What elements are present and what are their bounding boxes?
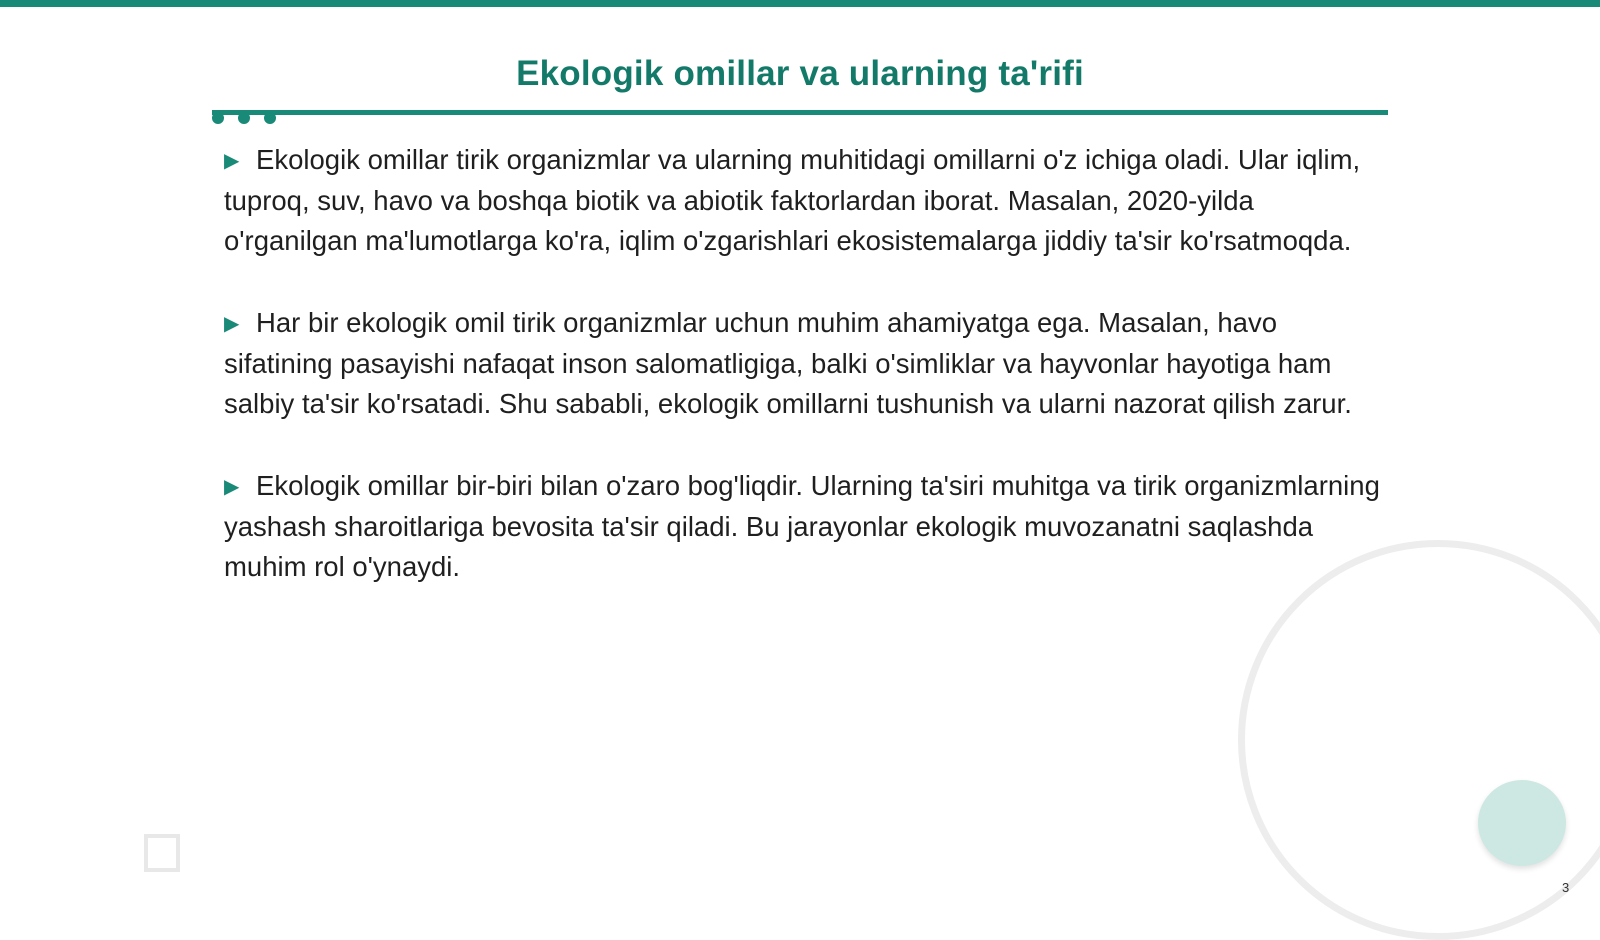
paragraph-text: Ekologik omillar tirik organizmlar va ularning muhitidagi omillarni o'z ichiga oladi. Ular iqlim, tuproq, suv, havo va boshqa biotik va abiotik faktorlardan iborat. Masalan, 2020-yilda o'rganilgan ma'lumotlarga ko'ra, iqlim o'zgarishlari ekosistemalarga jiddiy ta'sir ko'rsatmoqda. <box>224 144 1361 256</box>
title-underline <box>212 110 1388 115</box>
decorative-square <box>144 834 180 872</box>
bullet-list <box>224 140 1384 629</box>
dot-2 <box>238 112 250 124</box>
bullet-arrow-icon: ▶ <box>224 313 240 335</box>
bullet-arrow-icon: ▶ <box>224 476 240 498</box>
dot-3 <box>264 112 276 124</box>
decorative-ball <box>1478 780 1566 866</box>
paragraph-text: Har bir ekologik omil tirik organizmlar uchun muhim ahamiyatga ega. Masalan, havo sifatining pasayishi nafaqat inson salomatligiga, balki o'simliklar va hayvonlar hayotiga ham salbiy ta'sir ko'rsatadi. Shu sababli, ekologik omillarni tushunish va ularni nazorat qilish zarur. <box>224 307 1352 419</box>
bullet-paragraph-2 <box>224 303 1384 424</box>
page-number: 3 <box>1562 880 1570 895</box>
bullet-paragraph-1 <box>224 140 1384 261</box>
bullet-paragraph-3 <box>224 466 1384 587</box>
paragraph-text: Ekologik omillar bir-biri bilan o'zaro bog'liqdir. Ularning ta'siri muhitga va tirik organizmlarning yashash sharoitlariga bevosita ta'sir qiladi. Bu jarayonlar ekologik muvozanatni saqlashda muhim rol o'ynaydi. <box>224 470 1380 582</box>
top-accent-bar <box>0 0 1600 7</box>
dot-1 <box>212 112 224 124</box>
title-dots-decoration <box>212 112 282 126</box>
bullet-arrow-icon: ▶ <box>224 150 240 172</box>
slide-title: Ekologik omillar va ularning ta'rifi <box>516 54 1084 93</box>
